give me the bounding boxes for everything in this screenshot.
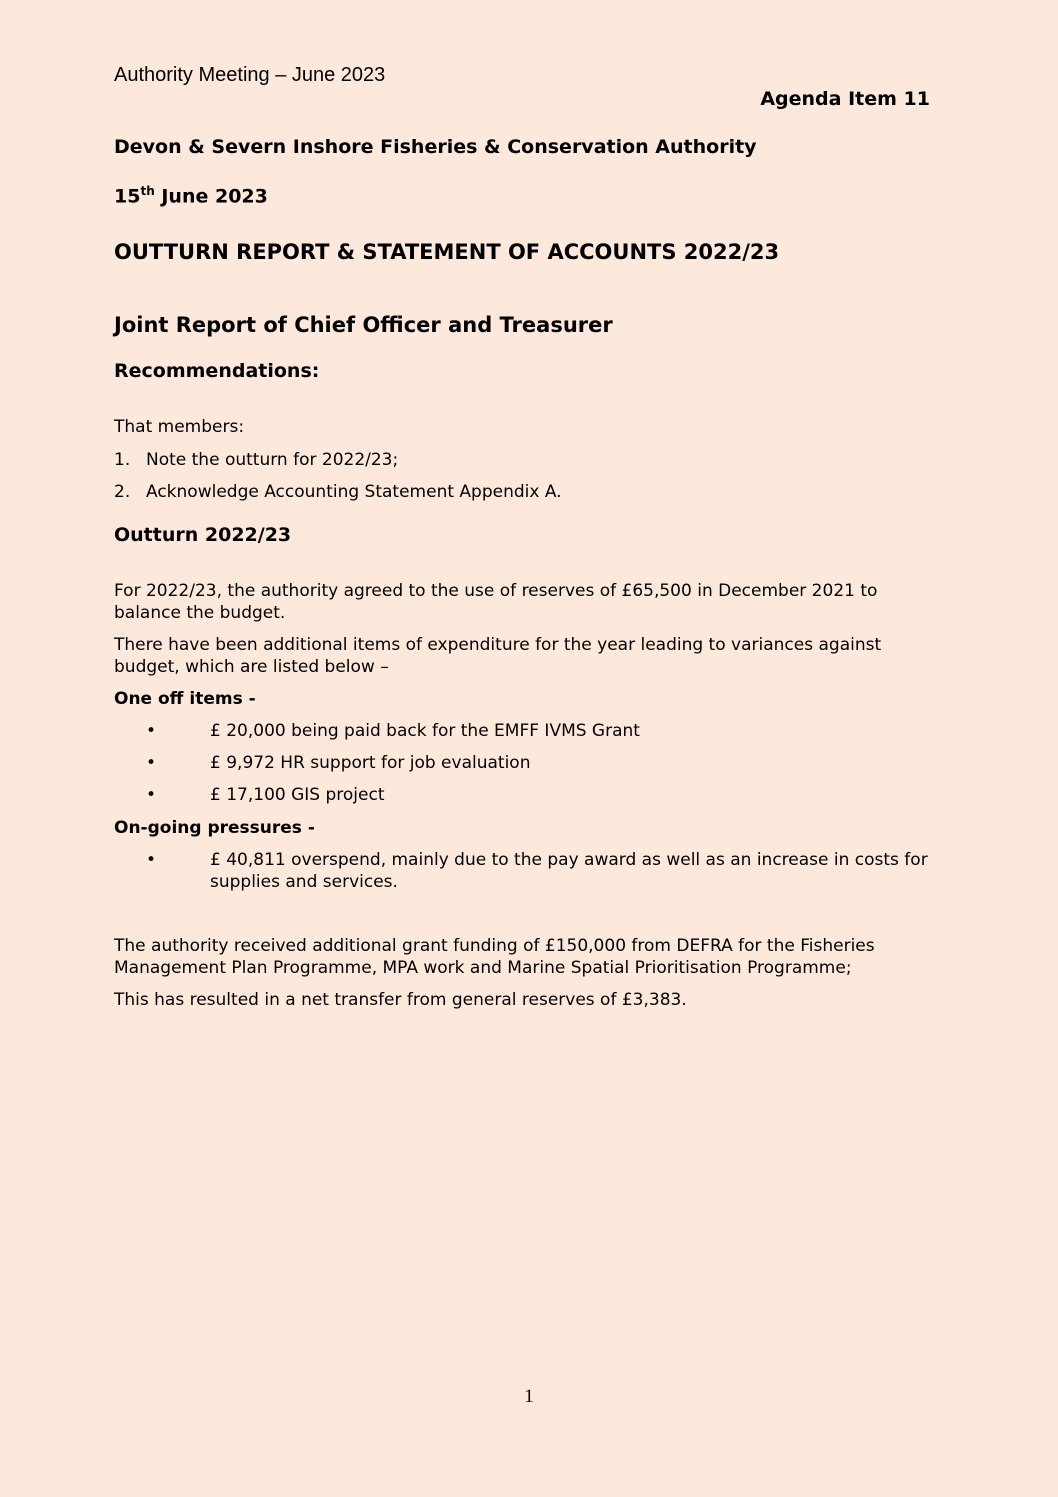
recommendation-text: Note the outturn for 2022/23; [146,450,399,470]
one-off-item-text: £ 17,100 GIS project [210,785,385,805]
meeting-header: Authority Meeting – June 2023 [114,64,386,86]
bullet-icon: • [146,753,157,773]
outturn-paragraph-2: There have been additional items of expenditure for the year leading to variances against budget, which are listed below – [114,635,882,677]
date-rest: June 2023 [154,185,268,208]
outturn-paragraph-3: The authority received additional grant funding of £150,000 from DEFRA for the Fisheries Management Plan Programme, MPA work and Marine Spatial Prioritisation Programme; [114,936,875,978]
date-suffix: th [140,184,155,198]
bullet-icon: • [146,721,157,741]
ongoing-pressures-heading: On-going pressures - [114,818,315,838]
report-title: OUTTURN REPORT & STATEMENT OF ACCOUNTS 2022/23 [114,240,780,264]
ongoing-item-text: £ 40,811 overspend, mainly due to the pay award as well as an increase in costs for supplies and services. [210,850,928,892]
recommendation-item [114,481,562,503]
date-day: 15 [114,185,141,208]
bullet-icon: • [146,785,157,805]
bullet-icon: • [146,850,157,870]
joint-report-heading: Joint Report of Chief Officer and Treasurer [114,313,613,337]
one-off-items-heading: One off items - [114,689,256,709]
outturn-paragraph-1: For 2022/23, the authority agreed to the use of reserves of £65,500 in December 2021 to balance the budget. [114,581,878,623]
one-off-item-text: £ 20,000 being paid back for the EMFF IVMS Grant [210,721,640,741]
outturn-paragraph-4: This has resulted in a net transfer from general reserves of £3,383. [114,990,687,1010]
recommendations-heading: Recommendations: [114,360,320,382]
agenda-item-label: Agenda Item 11 [760,88,930,110]
recommendation-item [114,449,398,471]
recommendations-intro: That members: [114,417,245,437]
page-number: 1 [524,1386,534,1407]
one-off-item-text: £ 9,972 HR support for job evaluation [210,753,531,773]
recommendation-number: 1. [114,450,131,470]
organisation-name: Devon & Severn Inshore Fisheries & Conservation Authority [114,136,757,158]
outturn-heading: Outturn 2022/23 [114,524,292,546]
recommendation-number: 2. [114,482,131,502]
recommendation-text: Acknowledge Accounting Statement Appendix A. [146,482,562,502]
meeting-date [114,184,268,207]
